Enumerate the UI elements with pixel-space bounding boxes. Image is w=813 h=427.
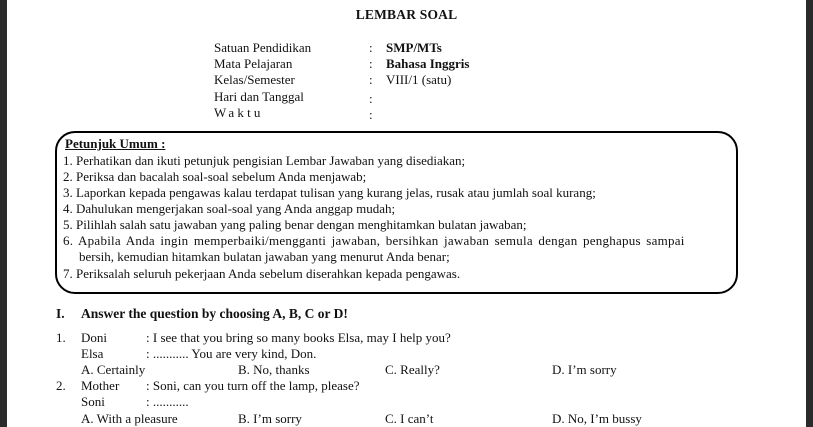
identity-colon: : — [369, 56, 373, 71]
dialogue-line: : Soni, can you turn off the lamp, please? — [146, 378, 360, 393]
dialogue-speaker: Mother — [81, 378, 120, 393]
dialogue-line: : I see that you bring so many books Elsa, may I help you? — [146, 330, 451, 345]
identity-label-time: Waktu — [214, 105, 264, 120]
answer-option-b: B. No, thanks — [238, 362, 310, 377]
answer-option-a: A. Certainly — [81, 362, 146, 377]
general-instructions-box — [55, 131, 738, 294]
identity-label-date: Hari dan Tanggal — [214, 89, 304, 104]
page-title: LEMBAR SOAL — [355, 7, 458, 22]
identity-colon: : — [369, 72, 373, 87]
instructions-heading: Petunjuk Umum : — [65, 136, 166, 151]
answer-option-a: A. With a pleasure — [81, 411, 178, 426]
identity-label-class: Kelas/Semester — [214, 72, 295, 87]
dialogue-speaker: Doni — [81, 330, 107, 345]
question-number: 2. — [56, 378, 66, 393]
dialogue-line: : ........... You are very kind, Don. — [146, 346, 317, 361]
left-frame-border — [0, 0, 7, 427]
identity-value-class: VIII/1 (satu) — [386, 72, 452, 87]
right-frame-border — [806, 0, 813, 427]
dialogue-speaker: Elsa — [81, 346, 104, 361]
dialogue-speaker: Soni — [81, 394, 105, 409]
instruction-item: 3. Laporkan kepada pengawas kalau terdapat tulisan yang kurang jelas, rusak atau jumlah soal kurang; — [63, 185, 596, 200]
instruction-item-continuation: bersih, kemudian hitamkan bulatan jawaban yang menurut Anda benar; — [79, 249, 450, 264]
identity-colon: : — [369, 107, 373, 122]
instruction-item: 7. Periksalah seluruh pekerjaan Anda sebelum diserahkan kepada pengawas. — [63, 266, 461, 281]
answer-option-d: D. No, I’m bussy — [552, 411, 642, 426]
answer-option-c: C. Really? — [385, 362, 440, 377]
identity-colon: : — [369, 40, 373, 55]
instruction-item: 4. Dahulukan mengerjakan soal-soal yang Anda anggap mudah; — [63, 201, 396, 216]
identity-colon: : — [369, 91, 373, 106]
identity-value-school: SMP/MTs — [386, 40, 442, 55]
section-heading: Answer the question by choosing A, B, C or D! — [81, 306, 348, 321]
answer-option-d: D. I’m sorry — [552, 362, 617, 377]
question-number: 1. — [56, 330, 66, 345]
identity-label-school: Satuan Pendidikan — [214, 40, 312, 55]
identity-label-subject: Mata Pelajaran — [214, 56, 293, 71]
instruction-item: 6. Apabila Anda ingin memperbaiki/mengganti jawaban, bersihkan jawaban semula dengan penghapus sampai — [63, 233, 685, 248]
identity-value-subject: Bahasa Inggris — [386, 56, 470, 71]
instruction-item: 5. Pilihlah salah satu jawaban yang paling benar dengan menghitamkan bulatan jawaban; — [63, 217, 527, 232]
dialogue-line: : ........... — [146, 394, 189, 409]
answer-option-c: C. I can’t — [385, 411, 434, 426]
answer-option-b: B. I’m sorry — [238, 411, 302, 426]
instruction-item: 2. Periksa dan bacalah soal-soal sebelum Anda menjawab; — [63, 169, 367, 184]
instruction-item: 1. Perhatikan dan ikuti petunjuk pengisian Lembar Jawaban yang disediakan; — [63, 153, 466, 168]
section-number: I. — [56, 306, 65, 321]
